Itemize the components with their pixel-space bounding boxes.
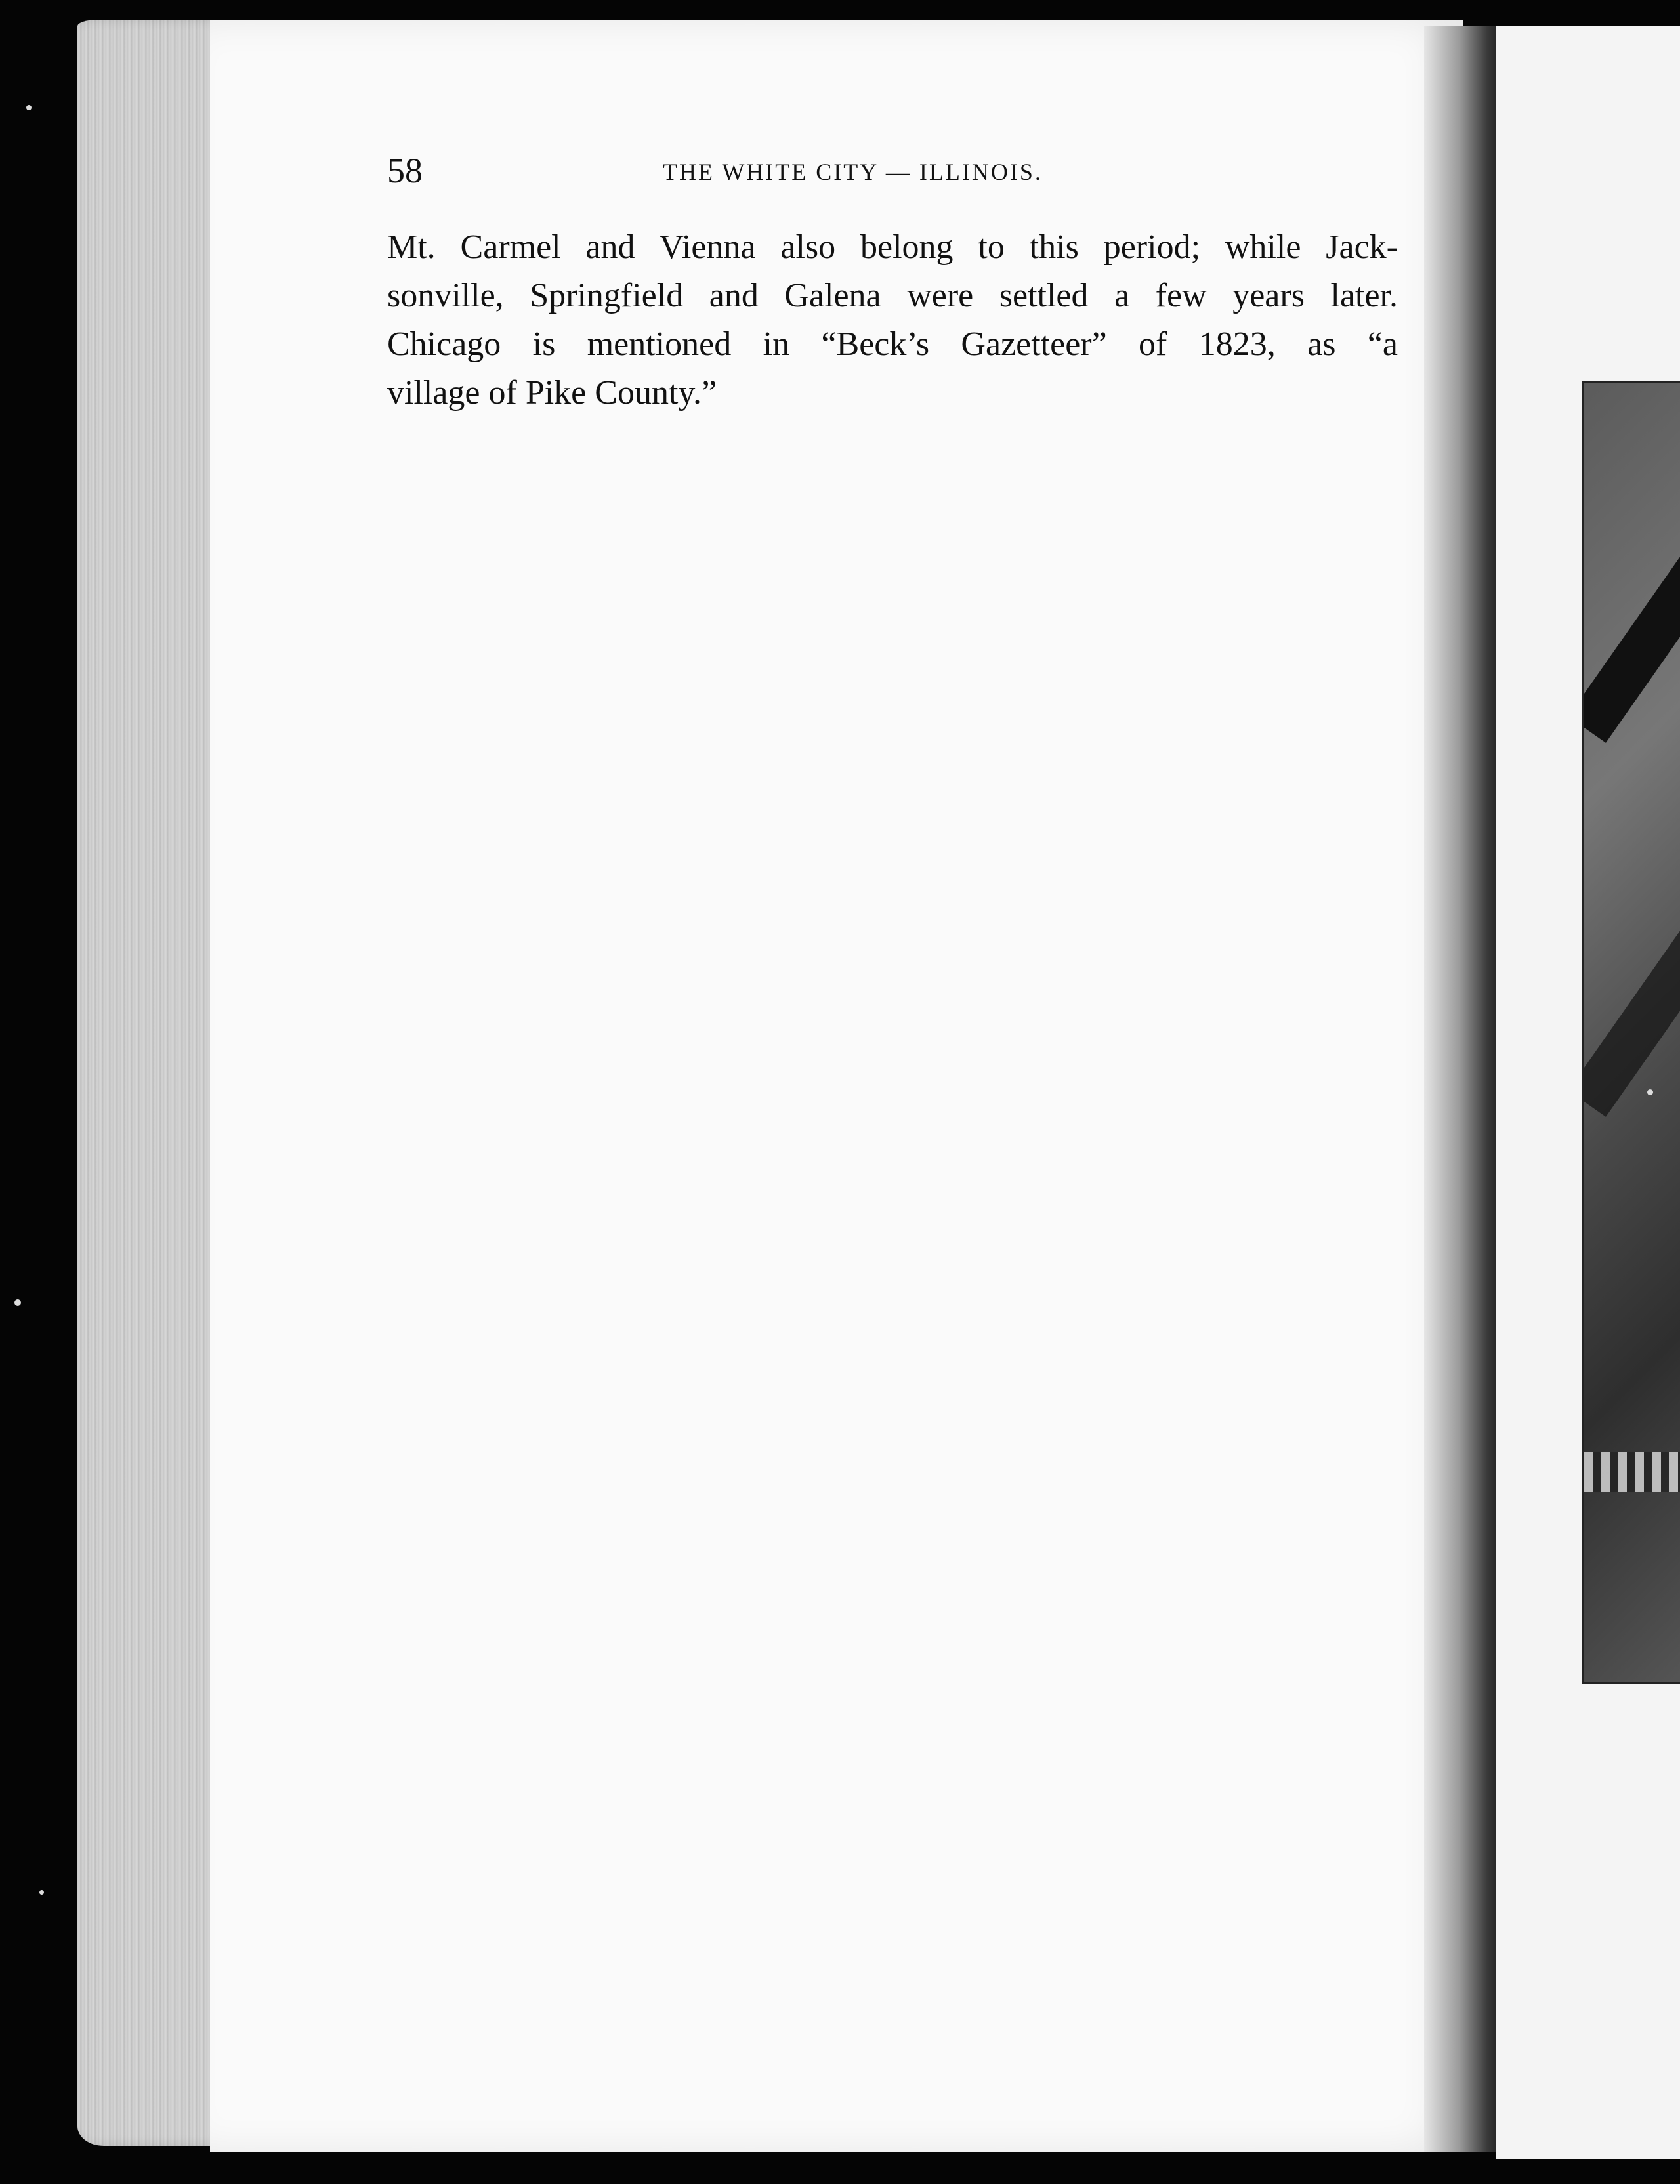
scan-speck (14, 1299, 21, 1306)
scan-speck (26, 105, 32, 110)
plate-band (1584, 1452, 1680, 1492)
book-gutter (1424, 26, 1503, 2152)
photo-plate (1582, 381, 1680, 1684)
running-head (387, 151, 1162, 190)
page-number: 58 (387, 151, 423, 190)
page-edges (77, 20, 228, 2146)
plate-shadow-stripe (1582, 875, 1680, 1117)
scan-speck (39, 1890, 44, 1895)
plate-shadow-stripe (1582, 501, 1680, 743)
text-line: Mt. Carmel and Vienna also belong to this period; while Jack- (387, 228, 1398, 266)
body-paragraph (387, 223, 1398, 417)
text-line: Chicago is mentioned in “Beck’s Gazetteer” of 1823, as “a (387, 326, 1398, 363)
running-title: THE WHITE CITY — ILLINOIS. (663, 159, 1043, 185)
scan-speck (1647, 1089, 1653, 1095)
text-line: village of Pike County.” (387, 374, 717, 411)
text-line: sonville, Springfield and Galena were settled a few years later. (387, 277, 1398, 314)
